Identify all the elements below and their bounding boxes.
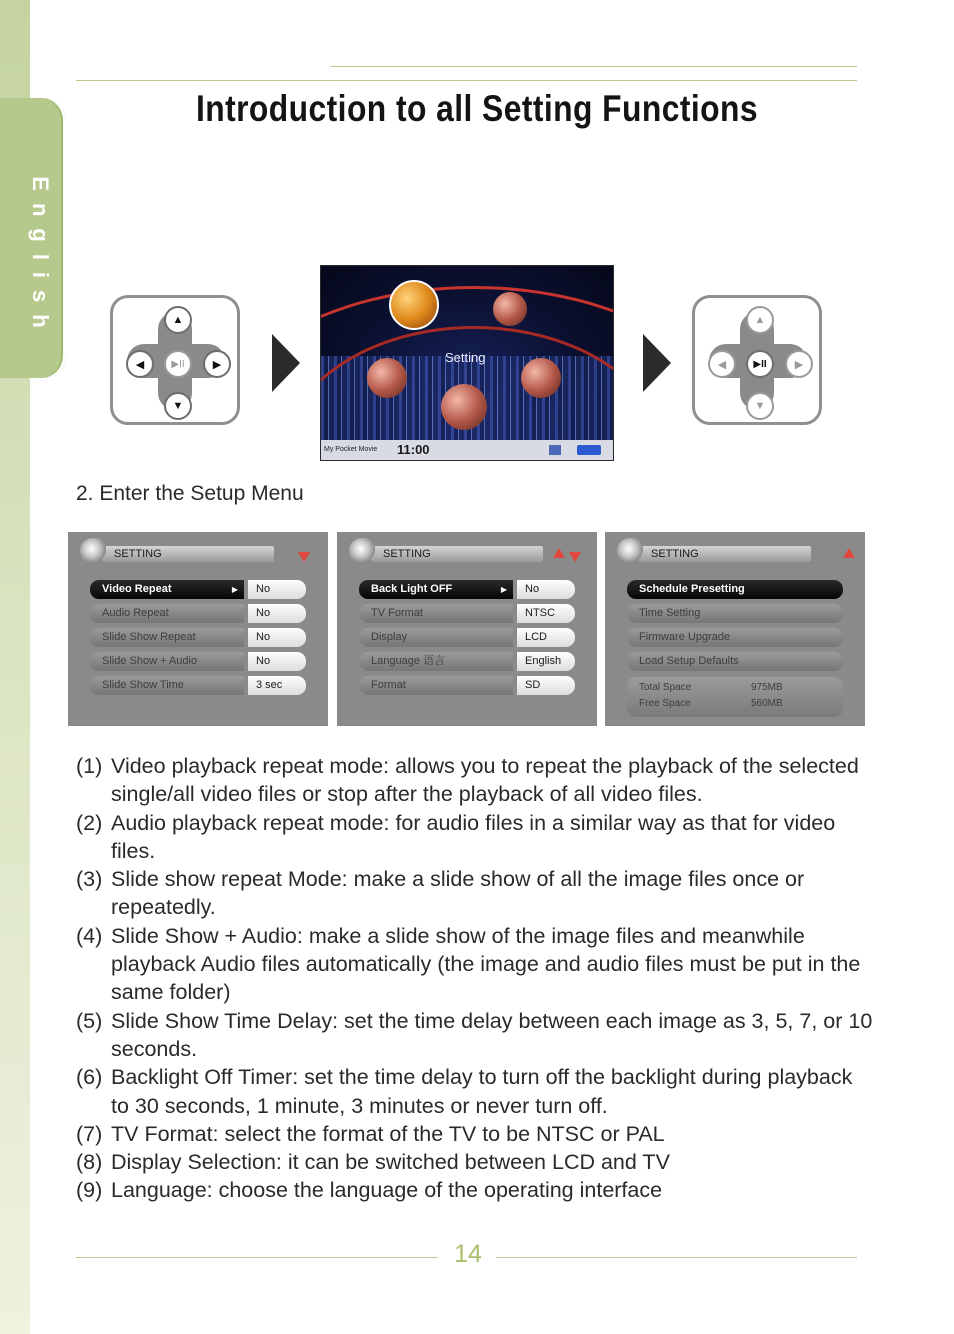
menu-header xyxy=(613,538,863,564)
menu-row xyxy=(90,676,304,695)
step-caption: 2. Enter the Setup Menu xyxy=(76,482,304,505)
right-arrow-icon: ▶ xyxy=(785,350,813,378)
item-number: (6) xyxy=(76,1065,103,1090)
item-text: Slide Show Time Delay: set the time delay between each image as 3, 5, 7, or 10 seconds. xyxy=(111,1008,873,1061)
language-tab xyxy=(0,98,66,378)
menu-row xyxy=(359,652,573,671)
down-arrow-icon: ▼ xyxy=(746,392,774,420)
menu-row-label: Back Light OFF ▶ xyxy=(359,580,513,599)
list-item xyxy=(76,1007,876,1064)
menu-row-value: No xyxy=(248,628,306,647)
item-number: (2) xyxy=(76,810,103,835)
item-text: Video playback repeat mode: allows you to repeat the playback of the selected single/all video files or stop after the playback of all video files. xyxy=(111,754,859,807)
wrench-icon xyxy=(80,538,106,562)
feature-list xyxy=(76,752,876,1205)
card-icon xyxy=(549,445,561,455)
menu-row xyxy=(90,580,304,599)
scroll-down-icon xyxy=(569,552,581,562)
left-arrow-icon: ◀ xyxy=(708,350,736,378)
list-item xyxy=(76,1176,876,1204)
menu-row-label: TV Format xyxy=(359,604,513,623)
gear-icon xyxy=(389,280,439,330)
up-arrow-icon: ▲ xyxy=(164,306,192,334)
setting-label: Setting xyxy=(445,350,486,365)
menu-orb xyxy=(521,358,561,398)
down-arrow-icon: ▼ xyxy=(164,392,192,420)
play-pause-icon: ▶II xyxy=(746,350,774,378)
menu-row-value: 3 sec xyxy=(248,676,306,695)
menu-row-label: Slide Show + Audio xyxy=(90,652,244,671)
scroll-down-icon xyxy=(298,552,310,562)
menu-row-label: Firmware Upgrade xyxy=(627,628,843,647)
menu-row xyxy=(90,604,304,623)
scroll-up-icon xyxy=(553,548,565,558)
item-text: Language: choose the language of the operating interface xyxy=(111,1178,663,1203)
storage-info xyxy=(627,677,843,717)
item-text: Backlight Off Timer: set the time delay to turn off the backlight during playback to 30 seconds, 1 minute, 3 minutes or never turn off. xyxy=(111,1065,853,1118)
setting-menu-2 xyxy=(337,532,597,726)
menu-row xyxy=(90,628,304,647)
page-number: 14 xyxy=(454,1240,482,1268)
setting-menu-1 xyxy=(68,532,328,726)
menu-row-label: Language 语言 xyxy=(359,652,513,671)
item-text: Slide Show + Audio: make a slide show of the image files and meanwhile playback Audio files automatically (the image and audio files must be put in the same folder) xyxy=(111,923,861,1005)
footer-rule-right xyxy=(496,1257,857,1258)
footer-rule-left xyxy=(76,1257,438,1258)
menu-row-value: No xyxy=(248,580,306,599)
step-arrow-icon xyxy=(272,334,300,392)
menu-row xyxy=(627,652,841,671)
item-number: (9) xyxy=(76,1178,103,1203)
list-item xyxy=(76,1120,876,1148)
menu-row xyxy=(359,628,573,647)
menu-orb xyxy=(493,292,527,326)
menu-row xyxy=(359,604,573,623)
menu-row-label: Time Setting xyxy=(627,604,843,623)
list-item xyxy=(76,752,876,809)
total-space-value: 975MB xyxy=(751,682,783,693)
remote-pad-left xyxy=(110,295,240,425)
item-number: (8) xyxy=(76,1150,103,1175)
menu-row-value: NTSC xyxy=(517,604,575,623)
menu-row xyxy=(359,676,573,695)
menu-row xyxy=(359,580,573,599)
status-bar xyxy=(321,440,613,460)
item-number: (5) xyxy=(76,1008,103,1033)
step-arrow-icon xyxy=(643,334,671,392)
wrench-icon xyxy=(349,538,375,562)
menu-row xyxy=(627,580,841,599)
menu-row xyxy=(627,628,841,647)
clock-label: 11:00 xyxy=(397,442,430,457)
title-rule xyxy=(76,80,857,81)
menu-row xyxy=(627,604,841,623)
remote-pad-right xyxy=(692,295,822,425)
item-number: (7) xyxy=(76,1121,103,1146)
menu-row xyxy=(90,652,304,671)
menu-row-value: No xyxy=(248,652,306,671)
up-arrow-icon: ▲ xyxy=(746,306,774,334)
menu-row-label: Display xyxy=(359,628,513,647)
page-title: Introduction to all Setting Functions xyxy=(195,88,759,129)
menu-row-value: No xyxy=(248,604,306,623)
menu-title: SETTING xyxy=(383,548,431,560)
wrench-icon xyxy=(617,538,643,562)
language-label: English xyxy=(28,176,53,340)
list-item xyxy=(76,809,876,866)
menu-row-label: Slide Show Time xyxy=(90,676,244,695)
menu-header xyxy=(345,538,595,564)
item-number: (3) xyxy=(76,867,103,892)
menu-orb xyxy=(367,358,407,398)
menu-row-value: English xyxy=(517,652,575,671)
list-item xyxy=(76,922,876,1007)
top-rule xyxy=(331,66,857,67)
brand-label: My Pocket Movie xyxy=(324,446,378,453)
list-item xyxy=(76,865,876,922)
menu-row-value: SD xyxy=(517,676,575,695)
setting-menu-3 xyxy=(605,532,865,726)
scroll-up-icon xyxy=(843,548,855,558)
battery-icon xyxy=(577,445,601,455)
menu-title: SETTING xyxy=(114,548,162,560)
menu-row-value: No xyxy=(517,580,575,599)
list-item xyxy=(76,1148,876,1176)
list-item xyxy=(76,1063,876,1120)
free-space-label: Free Space xyxy=(639,698,691,709)
item-text: Audio playback repeat mode: for audio files in a similar way as that for video files. xyxy=(111,810,836,863)
play-pause-icon: ▶II xyxy=(164,350,192,378)
menu-row-label: Audio Repeat xyxy=(90,604,244,623)
menu-orb xyxy=(441,384,487,430)
menu-row-label: Video Repeat ▶ xyxy=(90,580,244,599)
free-space-value: 560MB xyxy=(751,698,783,709)
menu-title: SETTING xyxy=(651,548,699,560)
menu-row-label: Schedule Presetting xyxy=(627,580,843,599)
menu-row-label: Slide Show Repeat xyxy=(90,628,244,647)
total-space-label: Total Space xyxy=(639,682,692,693)
setting-screen-image xyxy=(320,265,614,461)
item-number: (4) xyxy=(76,923,103,948)
menu-row-value: LCD xyxy=(517,628,575,647)
item-text: TV Format: select the format of the TV to be NTSC or PAL xyxy=(111,1121,665,1146)
item-text: Slide show repeat Mode: make a slide show of all the image files once or repeatedly. xyxy=(111,867,805,920)
menu-row-label: Format xyxy=(359,676,513,695)
item-text: Display Selection: it can be switched between LCD and TV xyxy=(111,1150,670,1175)
left-arrow-icon: ◀ xyxy=(126,350,154,378)
right-arrow-icon: ▶ xyxy=(203,350,231,378)
menu-row-label: Load Setup Defaults xyxy=(627,652,843,671)
item-number: (1) xyxy=(76,754,103,778)
menu-header xyxy=(76,538,326,564)
